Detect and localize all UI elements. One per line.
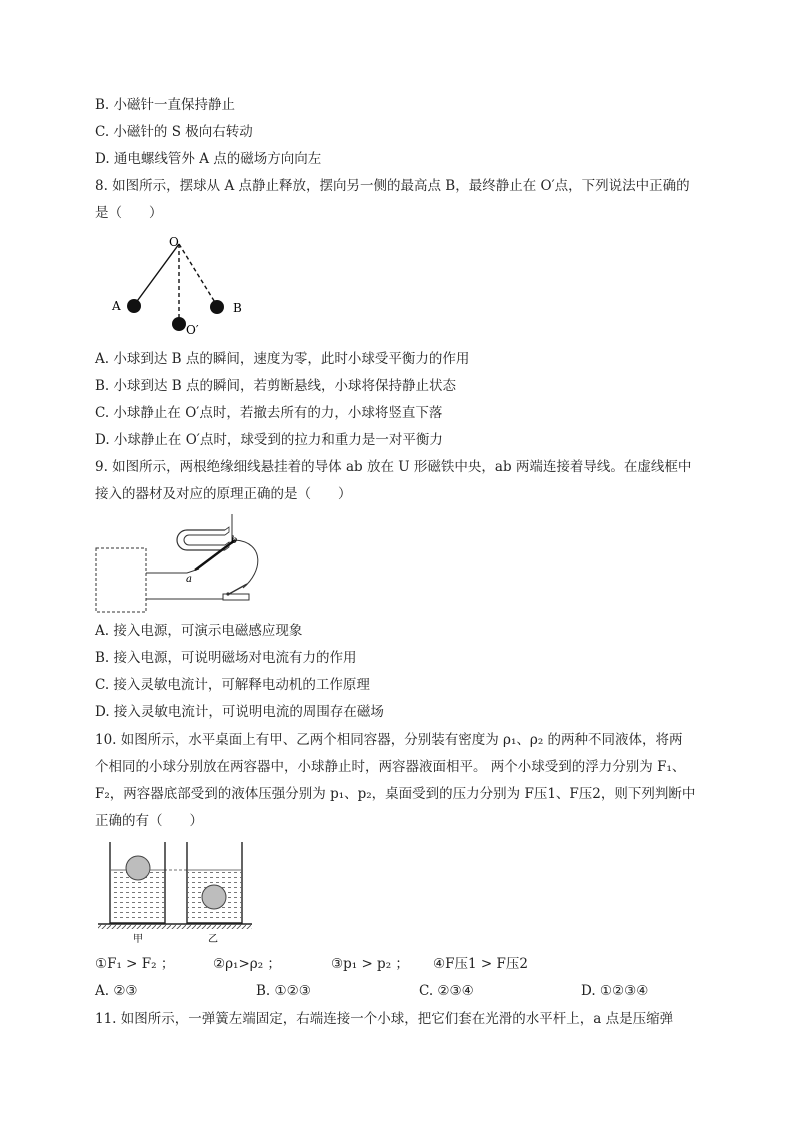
label-b: b xyxy=(231,535,238,546)
magnet-conductor-figure xyxy=(95,512,275,616)
q8-option-b: B. 小球到达 B 点的瞬间，若剪断悬线，小球将保持静止状态 xyxy=(95,378,457,394)
wire-to-a xyxy=(146,569,199,573)
label-jia: 甲 xyxy=(133,934,143,945)
pendulum-string-b xyxy=(179,244,216,304)
q10-option-c: C. ②③④ xyxy=(419,983,474,999)
wire-from-b xyxy=(235,540,258,588)
q10-stem-line-2: 个相同的小球分别放在两容器中，小球静止时，两容器液面相平。 两个小球受到的浮力分别为 F₁、 xyxy=(95,759,686,775)
q10-option-d: D. ①②③④ xyxy=(581,983,649,999)
q8-stem-line-2: 是（ ） xyxy=(95,205,163,221)
q9-stem-line-1: 9. 如图所示，两根绝缘细线悬挂着的导体 ab 放在 U 形磁铁中央，ab 两端连接着导线。在虚线框中 xyxy=(95,459,692,475)
label-yi: 乙 xyxy=(208,934,218,945)
label-o-prime: O′ xyxy=(186,323,199,337)
q10-option-a: A. ②③ xyxy=(95,983,138,999)
ball-o-prime xyxy=(172,317,186,331)
q10-relation-1: ①F₁ > F₂ ； xyxy=(95,956,175,972)
q10-relation-3: ③p₁ > p₂ ； xyxy=(331,956,409,972)
q10-relation-4: ④F压1 > F压2 xyxy=(433,956,528,972)
q9-option-d: D. 接入灵敏电流计，可说明电流的周围存在磁场 xyxy=(95,704,384,720)
q9-option-b: B. 接入电源，可说明磁场对电流有力的作用 xyxy=(95,650,357,666)
q10-relation-2: ②ρ₁>ρ₂ ； xyxy=(213,956,281,972)
ball-yi xyxy=(202,885,226,909)
q7-option-c: C. 小磁针的 S 极向右转动 xyxy=(95,124,253,140)
label-b: B xyxy=(233,301,242,315)
two-containers-figure xyxy=(96,840,254,948)
q10-stem-line-1: 10. 如图所示，水平桌面上有甲、乙两个相同容器，分别装有密度为 ρ₁、ρ₂ 的两种不同液体，将两 xyxy=(95,732,683,748)
q8-stem-line-1: 8. 如图所示，摆球从 A 点静止释放，摆向另一侧的最高点 B，最终静止在 O′点，下列说法中正确的 xyxy=(95,178,690,194)
q10-stem-line-4: 正确的有（ ） xyxy=(95,813,203,829)
label-o: O xyxy=(169,235,179,249)
q8-option-c: C. 小球静止在 O′点时，若撤去所有的力，小球将竖直下落 xyxy=(95,405,443,421)
q10-stem-line-3: F₂，两容器底部受到的液体压强分别为 p₁、p₂，桌面受到的压力分别为 F压1、F压2，则下列判断中 xyxy=(95,786,696,802)
pendulum-figure xyxy=(105,230,255,340)
q7-option-d: D. 通电螺线管外 A 点的磁场方向向左 xyxy=(95,151,322,167)
q8-option-a: A. 小球到达 B 点的瞬间，速度为零，此时小球受平衡力的作用 xyxy=(95,351,470,367)
q8-option-d: D. 小球静止在 O′点时，球受到的拉力和重力是一对平衡力 xyxy=(95,432,443,448)
q11-stem-line-1: 11. 如图所示，一弹簧左端固定，右端连接一个小球，把它们套在光滑的水平杆上，a 点是压缩弹 xyxy=(95,1011,674,1027)
label-a: a xyxy=(186,574,192,585)
q7-option-b: B. 小磁针一直保持静止 xyxy=(95,97,236,113)
q10-option-b: B. ①②③ xyxy=(256,983,311,999)
q9-option-a: A. 接入电源，可演示电磁感应现象 xyxy=(95,623,303,639)
dashed-device-box xyxy=(96,548,146,612)
ball-jia xyxy=(126,856,150,880)
ball-b xyxy=(210,300,224,314)
pendulum-string-a xyxy=(135,244,179,304)
switch-lever xyxy=(229,584,247,594)
q10-options-row xyxy=(95,982,695,1000)
q9-option-c: C. 接入灵敏电流计，可解释电动机的工作原理 xyxy=(95,677,370,693)
ball-a xyxy=(127,299,141,313)
q9-stem-line-2: 接入的器材及对应的原理正确的是（ ） xyxy=(95,486,352,502)
label-a: A xyxy=(112,299,121,313)
q10-relations-row xyxy=(95,955,695,973)
